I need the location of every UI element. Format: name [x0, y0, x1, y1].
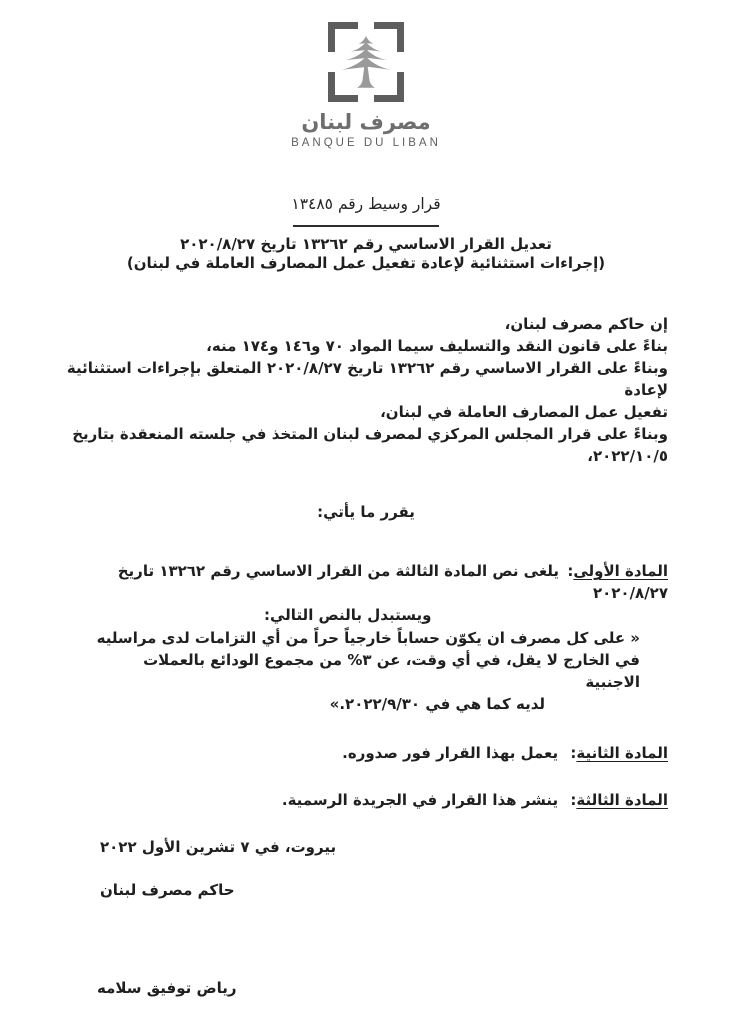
preamble [0, 313, 732, 467]
preamble-line: وبناءً على قرار المجلس المركزي لمصرف لبنان المتخذ في جلسته المنعقدة بتاريخ ٢٠٢٢/١٠/٥، [72, 425, 668, 465]
article-one-line-1 [64, 560, 668, 604]
dateline: بيروت، في ٧ تشرين الأول ٢٠٢٢ [100, 838, 337, 856]
logo-frame [328, 22, 404, 102]
article-three [0, 789, 732, 811]
quote-line-1: « على كل مصرف ان يكوّن حساباً خارجياً حراً من أي التزامات لدى مراسليه [96, 629, 640, 647]
preamble-line: تفعيل عمل المصارف العاملة في لبنان، [380, 403, 668, 421]
article-one-quote [0, 626, 732, 715]
article-three-colon: : [570, 791, 577, 809]
article-three-label: المادة الثالثة [576, 791, 668, 809]
logo-arabic-name: مصرف لبنان [301, 110, 431, 134]
article-one-colon: : [567, 562, 574, 580]
quote-line-2: في الخارج لا يقل، في أي وقت، عن ٣% من مجموع الودائع بالعملات الاجنبية [143, 651, 640, 691]
article-two [0, 742, 732, 764]
article-one [0, 560, 732, 626]
article-two-text: يعمل بهذا القرار فور صدوره. [342, 744, 559, 762]
article-three-text: ينشر هذا القرار في الجريدة الرسمية. [281, 791, 559, 809]
article-two-colon: : [570, 744, 577, 762]
preamble-line: وبناءً على القرار الاساسي رقم ١٣٢٦٢ تاريخ ٢٠٢٠/٨/٢٧ المتعلق بإجراءات استثنائية لإعادة [66, 359, 668, 399]
signature-name: رياض توفيق سلامه [97, 979, 237, 997]
preamble-line: بناءً على قانون النقد والتسليف سيما المواد ٧٠ و١٤٦ و١٧٤ منه، [206, 337, 668, 355]
article-one-text-2: ويستبدل بالنص التالي: [264, 606, 432, 624]
cedar-tree-icon [339, 35, 393, 95]
article-one-label: المادة الأولى [573, 562, 668, 580]
decision-title: قرار وسيط رقم ١٣٤٨٥ [291, 195, 441, 213]
title-divider [293, 225, 439, 227]
logo-latin-name: BANQUE DU LIBAN [291, 137, 441, 149]
preamble-line: إن حاكم مصرف لبنان، [504, 315, 668, 333]
decision-subtitle [0, 235, 732, 273]
subtitle-line-1: تعديل القرار الاساسي رقم ١٣٢٦٢ تاريخ ٢٠٢٠/٨/٢٧ [180, 235, 552, 253]
quote-line-3: لديه كما هي في ٢٠٢٢/٩/٣٠.» [329, 695, 545, 713]
bdl-logo [0, 0, 732, 149]
subtitle-line-2: (إجراءات استثنائية لإعادة تفعيل عمل المصارف العاملة في لبنان) [126, 254, 606, 272]
decree-intro: يقرر ما يأتي: [317, 503, 415, 521]
article-one-text-1: يلغى نص المادة الثالثة من القرار الاساسي رقم ١٣٢٦٢ تاريخ ٢٠٢٠/٨/٢٧ [117, 562, 668, 602]
article-two-label: المادة الثانية [576, 744, 668, 762]
signature-title: حاكم مصرف لبنان [100, 881, 235, 899]
